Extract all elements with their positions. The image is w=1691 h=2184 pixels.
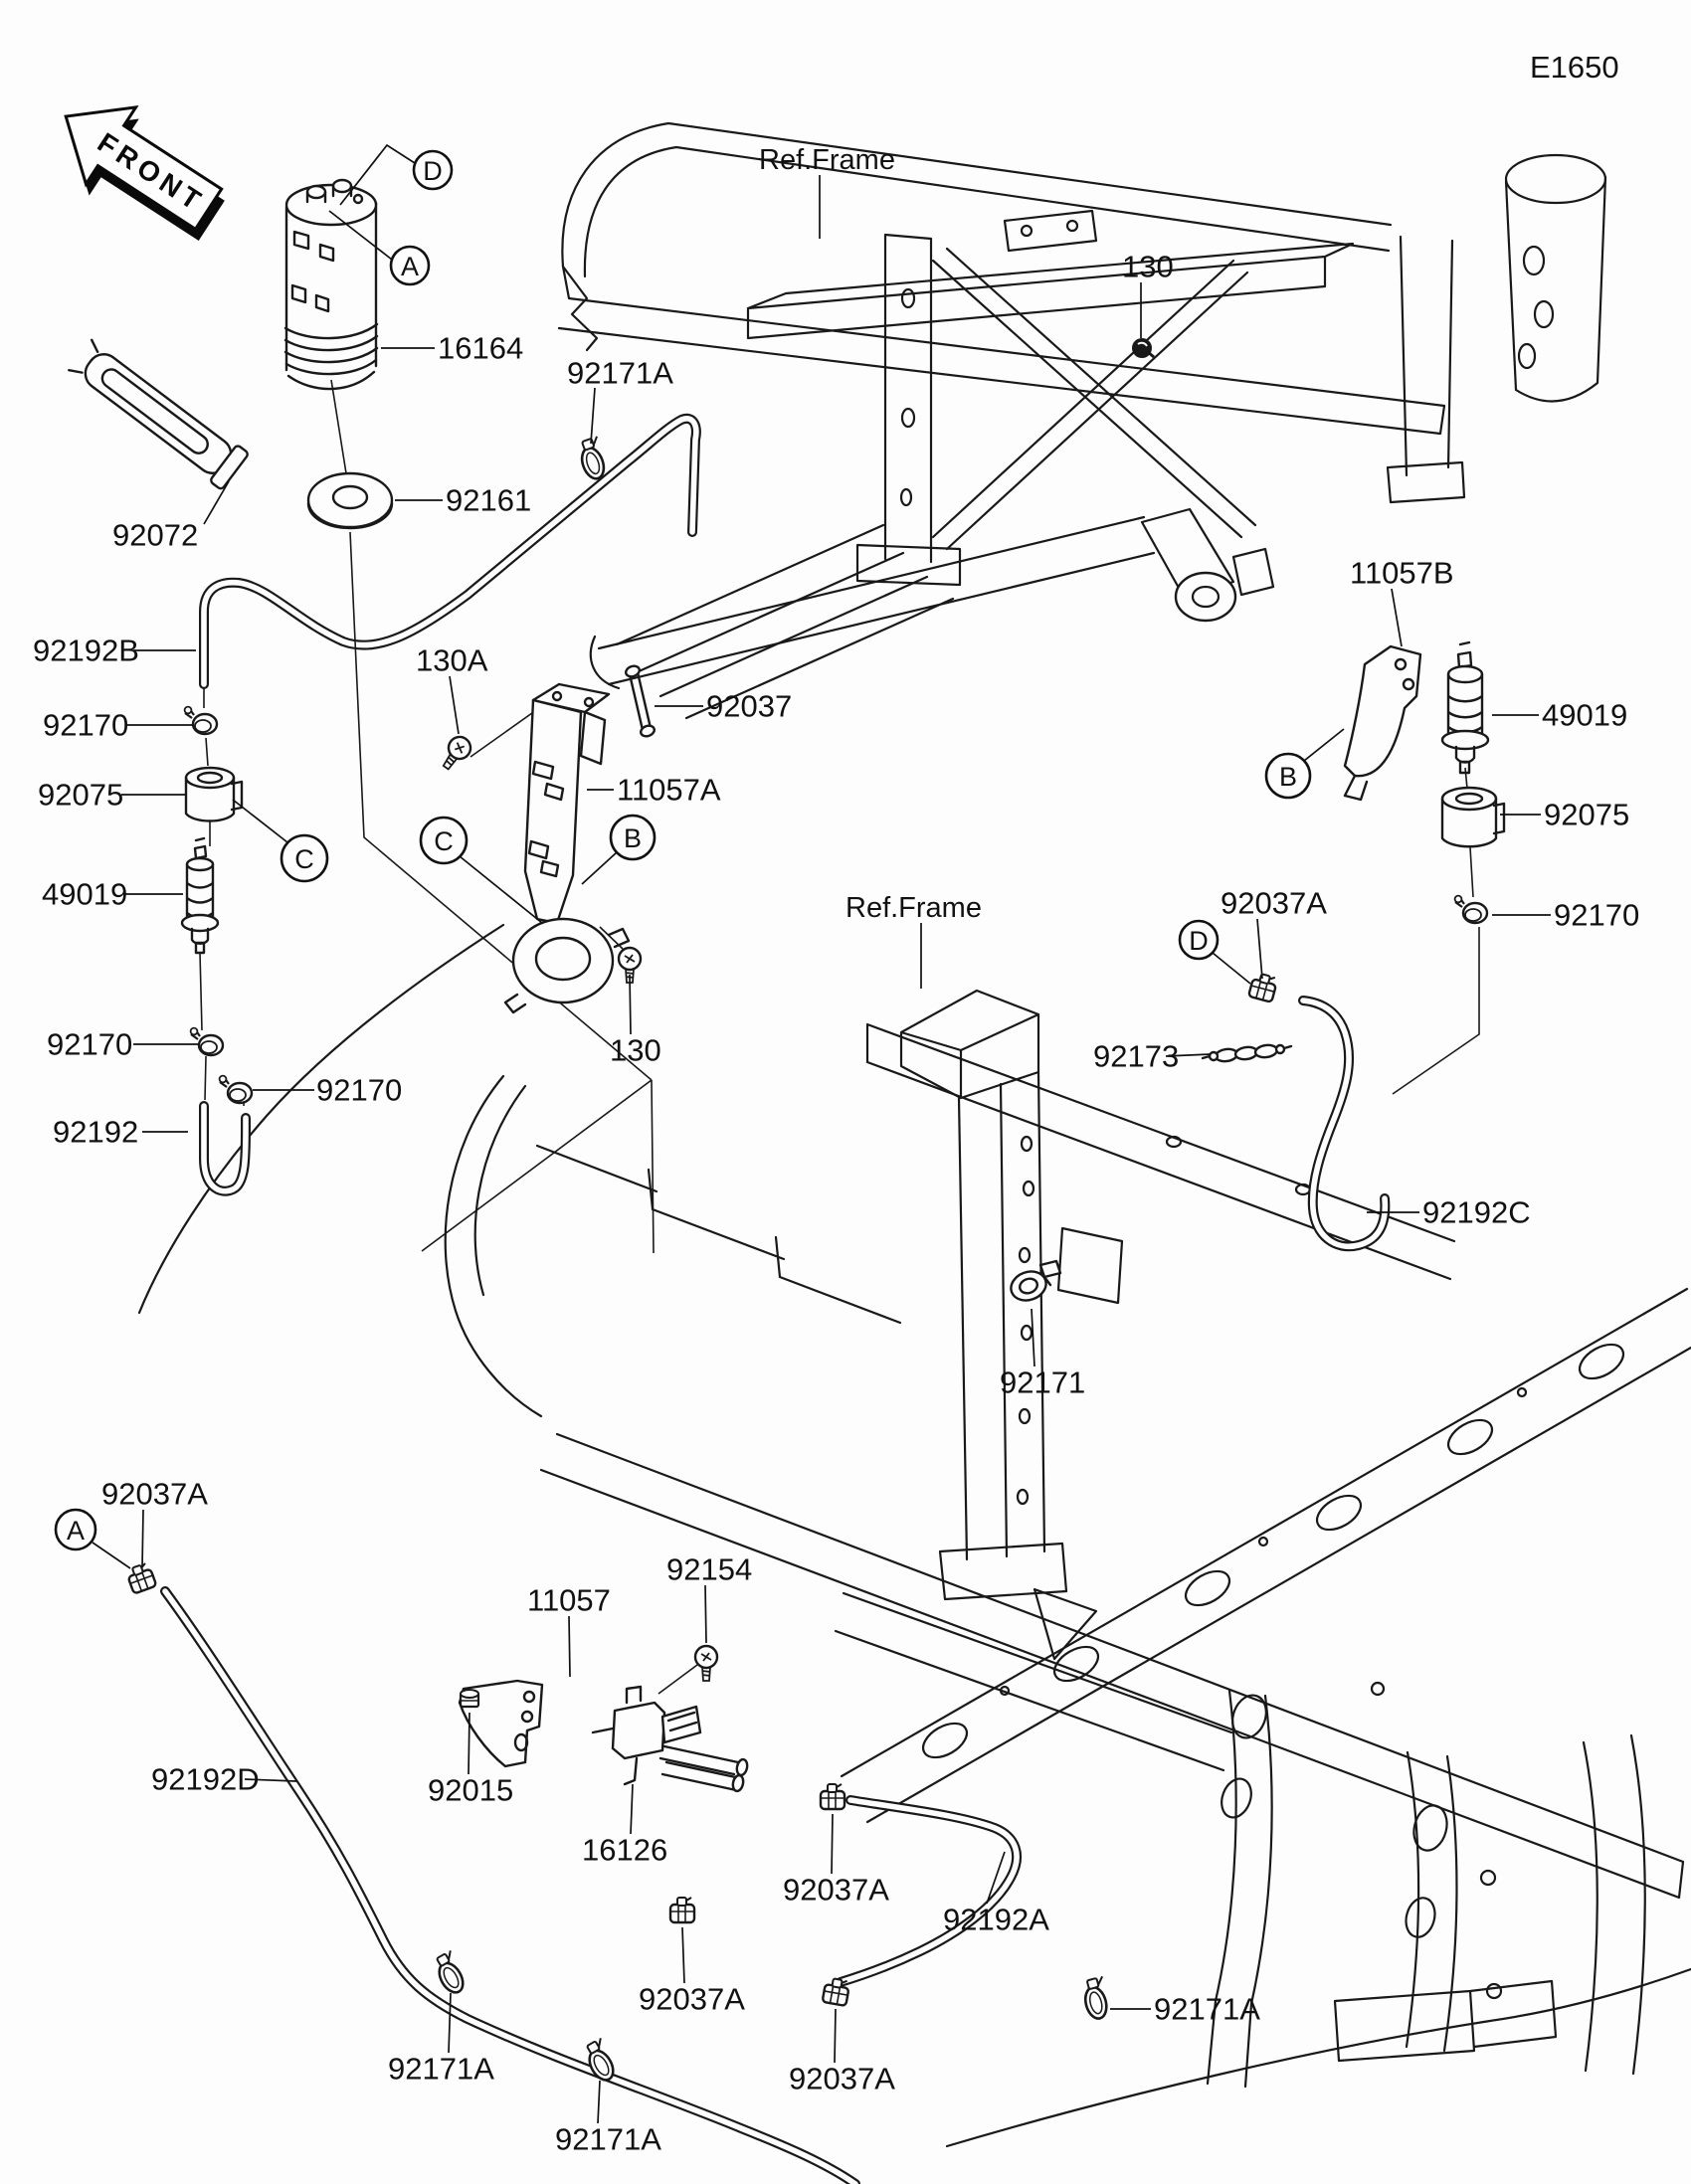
svg-text:92170: 92170 bbox=[1554, 897, 1640, 933]
svg-text:A: A bbox=[400, 252, 420, 281]
hose-clamp-92170-glyph bbox=[191, 1028, 223, 1055]
callout-B-right bbox=[1266, 729, 1344, 798]
callout-B-mid bbox=[582, 816, 655, 884]
hose-clamp-92170-glyph bbox=[220, 1076, 252, 1103]
svg-text:11057B: 11057B bbox=[1350, 555, 1454, 591]
strap-92072-drawing bbox=[67, 337, 249, 490]
part-label-92170-r bbox=[1492, 898, 1639, 933]
svg-text:92171: 92171 bbox=[1000, 1365, 1086, 1400]
tube-clamp-92037A-glyph bbox=[821, 1784, 845, 1809]
part-label-130-top bbox=[1122, 250, 1174, 339]
tube-clamp-92037A-glyph bbox=[670, 1898, 694, 1922]
svg-text:92072: 92072 bbox=[112, 517, 199, 553]
chain-92173-drawing bbox=[1203, 1044, 1291, 1063]
part-label-92075-r bbox=[1500, 798, 1629, 832]
svg-text:49019: 49019 bbox=[1542, 697, 1628, 733]
front-arrow bbox=[37, 78, 241, 259]
part-label-92170-mid bbox=[253, 1073, 402, 1108]
top-frame-drawing bbox=[559, 123, 1605, 718]
svg-text:92154: 92154 bbox=[666, 1551, 753, 1587]
hose-92192C-drawing bbox=[1303, 1001, 1385, 1246]
part-label-92173 bbox=[1093, 1039, 1211, 1074]
callout-D-right bbox=[1180, 921, 1250, 984]
svg-text:92171A: 92171A bbox=[555, 2121, 661, 2157]
svg-text:92015: 92015 bbox=[428, 1772, 514, 1808]
tube-clamp-92037A-glyph bbox=[1248, 972, 1278, 1001]
svg-text:92037A: 92037A bbox=[789, 2061, 895, 2096]
part-label-92072 bbox=[112, 481, 229, 553]
svg-text:92171A: 92171A bbox=[1154, 1991, 1260, 2027]
svg-text:130: 130 bbox=[610, 1032, 661, 1068]
svg-text:B: B bbox=[1278, 762, 1298, 792]
fuel-filter-right-49019-drawing bbox=[1393, 642, 1488, 1094]
svg-text:C: C bbox=[294, 844, 314, 874]
part-label-49019-r bbox=[1492, 698, 1627, 733]
part-label-92037 bbox=[655, 689, 792, 724]
svg-text:92173: 92173 bbox=[1093, 1038, 1180, 1074]
svg-text:B: B bbox=[623, 823, 643, 853]
valve-16126-drawing bbox=[593, 1687, 749, 1792]
part-label-92037A-c bbox=[783, 1814, 889, 1908]
svg-text:A: A bbox=[66, 1516, 86, 1546]
part-label-92037A-b bbox=[789, 2009, 895, 2096]
svg-text:D: D bbox=[1189, 926, 1209, 956]
svg-text:92075: 92075 bbox=[1544, 797, 1630, 832]
bracket-11057B-drawing bbox=[1345, 646, 1420, 800]
bolt-130-glyph bbox=[1133, 339, 1154, 357]
part-label-11057A bbox=[587, 773, 721, 808]
svg-text:92171A: 92171A bbox=[567, 355, 673, 391]
svg-text:16126: 16126 bbox=[582, 1832, 668, 1868]
screw-130A-glyph bbox=[437, 733, 474, 774]
svg-text:49019: 49019 bbox=[42, 876, 128, 912]
hose-clamp-92170-glyph bbox=[185, 707, 217, 734]
svg-text:92192B: 92192B bbox=[33, 633, 139, 668]
tube-clamp-92037A-glyph bbox=[823, 1977, 850, 2006]
svg-text:16164: 16164 bbox=[438, 330, 524, 366]
hose-92192D-drawing bbox=[165, 1591, 855, 2184]
svg-text:C: C bbox=[434, 826, 454, 856]
svg-text:Ref.Frame: Ref.Frame bbox=[759, 144, 895, 176]
part-label-11057B bbox=[1350, 556, 1454, 647]
page-code: E1650 bbox=[1530, 50, 1619, 85]
mid-frame-drawing bbox=[139, 925, 1691, 2146]
callout-A-top bbox=[329, 211, 429, 284]
svg-text:92170: 92170 bbox=[43, 707, 129, 743]
part-label-130-mid bbox=[610, 975, 661, 1068]
part-label-92037A-l2 bbox=[639, 1927, 745, 2017]
svg-text:92037A: 92037A bbox=[101, 1476, 208, 1512]
svg-text:92192: 92192 bbox=[53, 1114, 139, 1150]
screw-92154-glyph bbox=[695, 1646, 717, 1681]
callout-A-bottom bbox=[56, 1510, 130, 1568]
svg-text:92170: 92170 bbox=[47, 1026, 133, 1062]
hose-clamp-92170-glyph bbox=[1455, 896, 1487, 923]
nut-92015-glyph bbox=[461, 1690, 478, 1707]
tube-clamp-92037A-glyph bbox=[125, 1562, 156, 1594]
ref-label-ref-frame-top bbox=[759, 144, 895, 239]
svg-text:92192C: 92192C bbox=[1422, 1194, 1531, 1230]
svg-text:92037: 92037 bbox=[706, 688, 793, 724]
front-arrow-label: FRONT bbox=[92, 126, 211, 219]
part-label-92171A-br bbox=[1110, 1992, 1260, 2027]
svg-text:130A: 130A bbox=[416, 642, 488, 678]
part-label-92192B bbox=[33, 634, 196, 668]
svg-text:D: D bbox=[423, 156, 443, 186]
svg-text:92037A: 92037A bbox=[783, 1872, 889, 1908]
part-label-92161 bbox=[395, 483, 531, 518]
part-label-92075-l bbox=[38, 778, 185, 813]
svg-text:Ref.Frame: Ref.Frame bbox=[846, 892, 982, 924]
part-label-92154 bbox=[666, 1552, 752, 1644]
clip-92171-drawing bbox=[1007, 1261, 1060, 1305]
part-label-92037A-r bbox=[1221, 886, 1327, 980]
cable-tie-92171A-glyph bbox=[1080, 1976, 1113, 2021]
svg-text:11057A: 11057A bbox=[617, 772, 721, 808]
part-label-92037A-bl bbox=[101, 1477, 208, 1568]
svg-text:92075: 92075 bbox=[38, 777, 124, 813]
washer-92161-drawing bbox=[308, 380, 392, 528]
svg-text:92171A: 92171A bbox=[388, 2051, 494, 2087]
svg-text:92192D: 92192D bbox=[151, 1761, 260, 1797]
grommet-left-92075-drawing bbox=[186, 768, 242, 821]
svg-text:92161: 92161 bbox=[446, 482, 532, 518]
part-label-16164 bbox=[381, 331, 523, 366]
callout-C-mid bbox=[421, 818, 542, 923]
hardware-glyphs-layer bbox=[125, 339, 1487, 2084]
callout-C-left bbox=[233, 800, 327, 881]
part-label-92171A-top bbox=[567, 356, 673, 445]
cable-tie-92171A-glyph bbox=[431, 1950, 470, 1996]
svg-text:92192A: 92192A bbox=[943, 1902, 1049, 1937]
svg-text:92037A: 92037A bbox=[639, 1981, 745, 2017]
part-label-92192C bbox=[1367, 1195, 1531, 1230]
grommet-right-92075-drawing bbox=[1442, 788, 1504, 846]
svg-text:92170: 92170 bbox=[316, 1072, 403, 1108]
svg-text:92037A: 92037A bbox=[1221, 885, 1327, 921]
part-label-92170-l1 bbox=[43, 708, 193, 743]
part-label-130A bbox=[416, 643, 488, 735]
part-label-92192D bbox=[151, 1762, 296, 1797]
ref-label-ref-frame-mid bbox=[846, 892, 982, 989]
part-label-92170-l2 bbox=[47, 1027, 200, 1062]
part-label-49019-l bbox=[42, 877, 183, 912]
svg-text:11057: 11057 bbox=[527, 1582, 611, 1618]
part-label-16126 bbox=[582, 1784, 667, 1868]
part-labels-layer bbox=[33, 144, 1639, 2157]
rod-92037-drawing bbox=[625, 664, 657, 738]
part-label-11057-b bbox=[527, 1583, 611, 1678]
part-label-92192 bbox=[53, 1115, 188, 1150]
svg-text:130: 130 bbox=[1122, 249, 1174, 284]
